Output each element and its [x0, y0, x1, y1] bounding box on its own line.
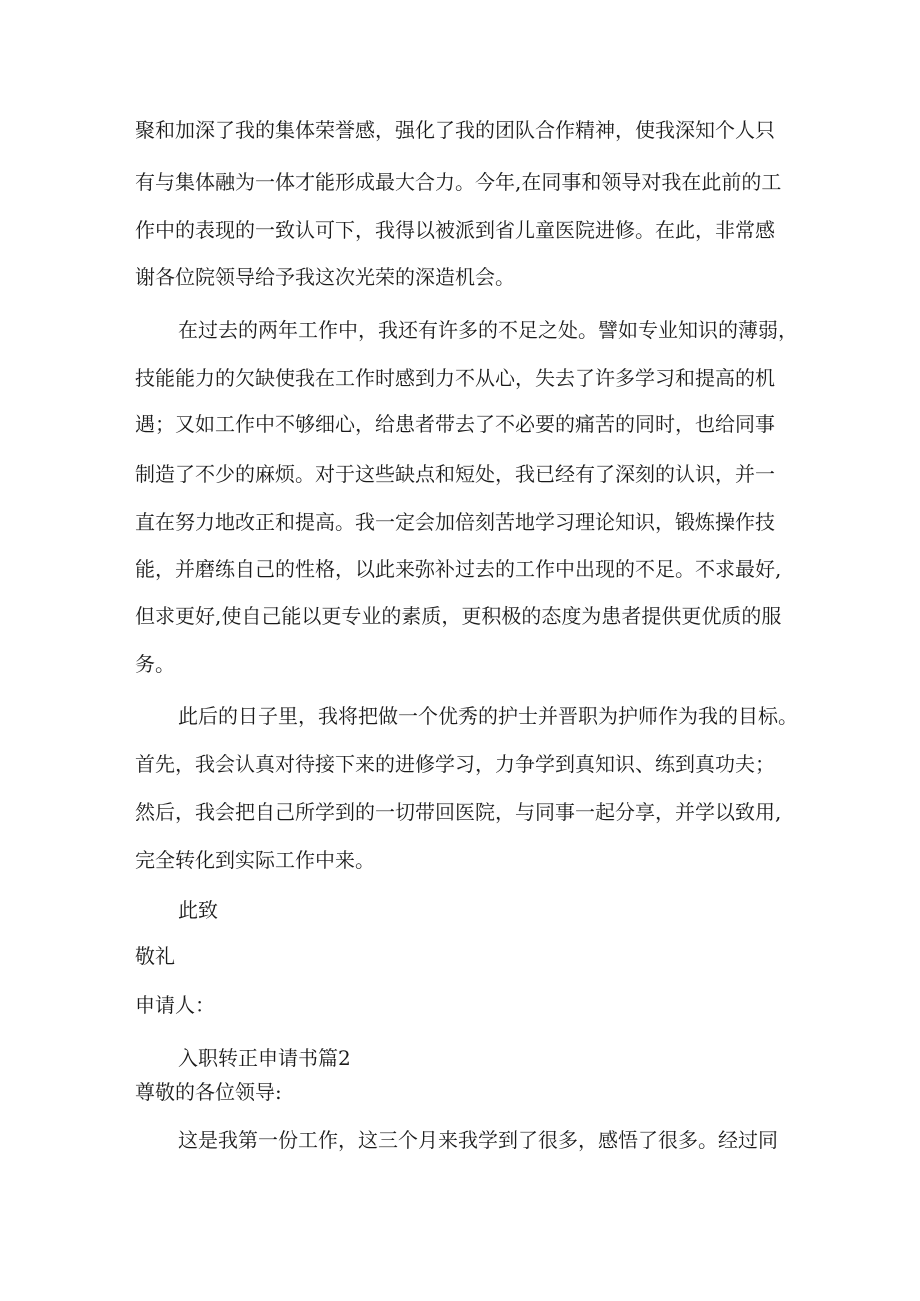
paragraph-line: 但求更好,使自己能以更专业的素质，更积极的态度为患者提供更优质的服	[135, 604, 782, 628]
applicant-signature: 申请人：	[135, 993, 215, 1017]
paragraph-line: 能，并磨练自己的性格，以此来弥补过去的工作中出现的不足。不求最好,	[135, 557, 782, 581]
closing-regards: 敬礼	[135, 944, 175, 968]
paragraph-line: 这是我第一份工作，这三个月来我学到了很多，感悟了很多。经过同	[178, 1128, 778, 1152]
paragraph-line: 作中的表现的一致认可下，我得以被派到省儿童医院进修。在此，非常感	[135, 218, 775, 242]
paragraph-line: 首先，我会认真对待接下来的进修学习，力争学到真知识、练到真功夫；	[135, 752, 775, 776]
paragraph-line: 遇；又如工作中不够细心，给患者带去了不必要的痛苦的同时，也给同事	[135, 412, 775, 436]
paragraph-line: 然后，我会把自己所学到的一切带回医院，与同事一起分享，并学以致用,	[135, 800, 782, 824]
closing-salutation: 此致	[178, 898, 218, 922]
paragraph-line: 制造了不少的麻烦。对于这些缺点和短处，我已经有了深刻的认识，并一	[135, 462, 775, 486]
paragraph-line: 有与集体融为一体才能形成最大合力。今年,在同事和领导对我在此前的工	[135, 170, 782, 194]
greeting: 尊敬的各位领导:	[135, 1080, 282, 1104]
section-heading: 入职转正申请书篇2	[178, 1046, 351, 1070]
paragraph-line: 技能能力的欠缺使我在工作时感到力不从心，失去了许多学习和提高的机	[135, 366, 775, 390]
paragraph-line: 完全转化到实际工作中来。	[135, 848, 375, 872]
paragraph-line: 谢各位院领导给予我这次光荣的深造机会。	[135, 265, 515, 289]
paragraph-line: 聚和加深了我的集体荣誉感，强化了我的团队合作精神，使我深知个人只	[135, 118, 775, 142]
paragraph-line: 务。	[135, 652, 175, 676]
paragraph-line: 此后的日子里，我将把做一个优秀的护士并晋职为护师作为我的目标。	[178, 704, 798, 728]
paragraph-line: 直在努力地改正和提高。我一定会加倍刻苦地学习理论知识，锻炼操作技	[135, 510, 775, 534]
paragraph-line: 在过去的两年工作中，我还有许多的不足之处。譬如专业知识的薄弱，	[178, 318, 798, 342]
